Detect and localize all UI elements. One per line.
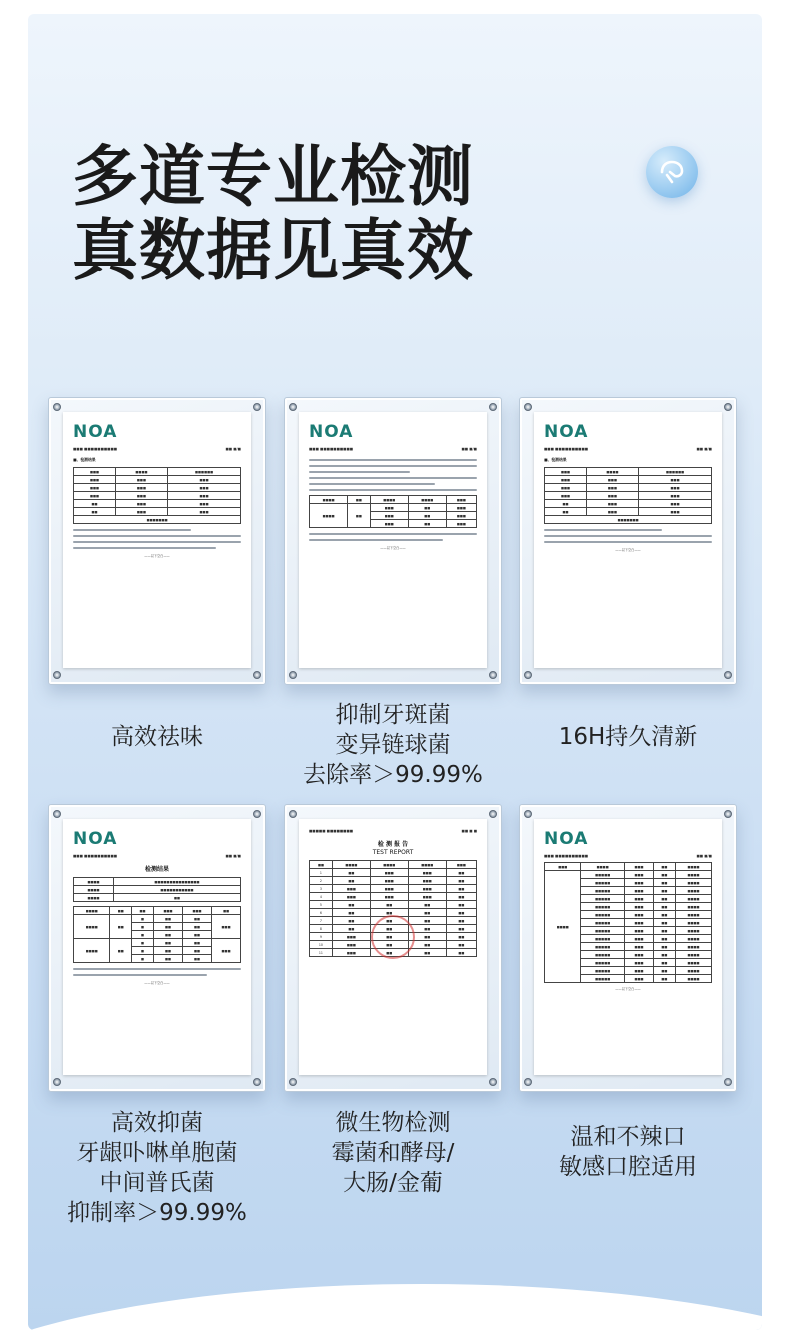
- caption-plaque: 抑制牙斑菌 变异链球菌 去除率＞99.99%: [303, 702, 483, 788]
- caption-deodorize: 高效祛味: [111, 724, 203, 750]
- screw-icon: [289, 403, 297, 411]
- report-document: NOA ■■■ ■■■■■■■■■■ ■■ ■/■ 检测结果 ■■■■ ■■■■■■■■■■■■■■■ ■■■■ ■■■■■■■■■■■ ■■■■ ■■ ■■■■ ■■ ■■ ■■■ ■■■ ■■ ■■■■ ■■ ■ ■■ ■■ ■■■ ■ ■■ ■■ ■ ■■ ■■ ■■■■ ■■ ■ ■■ ■■ ■■■ ■ ■■ ■■ ■ ■■ ■■ ——以下空白——: [63, 819, 251, 1075]
- report-header: 检 测 报 告: [377, 841, 409, 848]
- caption-antibacterial: 高效抑菌 牙龈卟啉单胞菌 中间普氏菌 抑制率＞99.99%: [67, 1110, 247, 1226]
- brand-logo: NOA: [309, 422, 354, 442]
- screw-icon: [289, 1078, 297, 1086]
- report-frame-2: [284, 397, 502, 685]
- red-stamp: [371, 915, 415, 959]
- headline: [72, 140, 474, 288]
- screw-icon: [524, 403, 532, 411]
- screw-icon: [253, 403, 261, 411]
- brand-badge-icon: [646, 146, 698, 198]
- report-header-en: TEST REPORT: [372, 849, 414, 856]
- screw-icon: [489, 1078, 497, 1086]
- caption-microbial: 微生物检测 霉菌和酵母/ 大肠/金葡: [331, 1110, 455, 1196]
- screw-icon: [724, 403, 732, 411]
- screw-icon: [724, 671, 732, 679]
- screw-icon: [489, 403, 497, 411]
- headline-line-1: 多道专业检测: [72, 138, 474, 215]
- screw-icon: [253, 671, 261, 679]
- screw-icon: [289, 671, 297, 679]
- screw-icon: [253, 1078, 261, 1086]
- report-frame-4: [48, 804, 266, 1092]
- brand-logo: NOA: [73, 829, 118, 849]
- caption-gentle: 温和不辣口 敏感口腔适用: [559, 1124, 697, 1180]
- report-document: NOA ■■■ ■■■■■■■■■■ ■■ ■/■ ■、检测结果 ■■■ ■■■■ ■■■■■■ ■■■ ■■■ ■■■ ■■■ ■■■ ■■■ ■■■ ■■■ ■■■ ■■ ■■■ ■■■ ■■ ■■■ ■■■ ■■■■■■■ ——以下空白——: [63, 412, 251, 668]
- screw-icon: [53, 403, 61, 411]
- screw-icon: [53, 671, 61, 679]
- screw-icon: [724, 1078, 732, 1086]
- headline-line-2: 真数据见真效: [72, 212, 474, 289]
- report-frame-1: [48, 397, 266, 685]
- screw-icon: [489, 671, 497, 679]
- report-document: NOA ■■■ ■■■■■■■■■■ ■■ ■/■ ■、检测结果 ■■■ ■■■■ ■■■■■■ ■■■ ■■■ ■■■ ■■■ ■■■ ■■■ ■■■ ■■■ ■■■ ■■ ■■■ ■■■ ■■ ■■■ ■■■ ■■■■■■■ ——以下空白——: [534, 412, 722, 668]
- brand-logo: NOA: [544, 422, 589, 442]
- screw-icon: [524, 671, 532, 679]
- report-document: NOA ■■■ ■■■■■■■■■■ ■■ ■/■ ■■■■ ■■ ■■■■ ■■■■ ■■■ ■■■■ ■■ ■■■ ■■ ■■■ ■■■ ■■ ■■■ ■■■ ■■ ■■■ ——以下空白——: [299, 412, 487, 668]
- brand-logo: NOA: [544, 829, 589, 849]
- report-document: ■■■■■ ■■■■■■■■ ■■ ■ ■ 检 测 报 告 TEST REPORT ■■ ■■■■ ■■■■ ■■■■ ■■■ 1 ■■ ■■■ ■■■ ■■ 2 ■■ ■■■ ■■■ ■■ 3 ■■■ ■■■ ■■■ ■■ 4 ■■■ ■■■ ■■■ ■■ 5 ■■ ■■ ■■ ■■ 6 ■■ ■■ ■■ ■■ 7 ■■ ■■ ■■ ■■ 8 ■■ ■■ ■■ ■■ 9 ■■■ ■■ ■■ ■■ 10 ■■■ ■■ ■■ ■■ 11 ■■■ ■■ ■■ ■■: [299, 819, 487, 1075]
- caption-fresh: 16H持久清新: [558, 724, 698, 750]
- screw-icon: [524, 810, 532, 818]
- report-frame-6: [519, 804, 737, 1092]
- screw-icon: [724, 810, 732, 818]
- screw-icon: [524, 1078, 532, 1086]
- report-document: NOA ■■■ ■■■■■■■■■■ ■■ ■/■ ■■■ ■■■■ ■■■ ■■ ■■■■ ■■■■ ■■■■■ ■■■ ■■ ■■■■ ■■■■■ ■■■ ■■ ■■■■ ■■■■■ ■■■ ■■ ■■■■ ■■■■■ ■■■ ■■ ■■■■ ■■■■■ ■■■ ■■ ■■■■ ■■■■■ ■■■ ■■ ■■■■ ■■■■■ ■■■ ■■ ■■■■ ■■■■■ ■■■ ■■ ■■■■ ■■■■■ ■■■ ■■ ■■■■ ■■■■■ ■■■ ■■ ■■■■ ■■■■■ ■■■ ■■ ■■■■ ■■■■■ ■■■ ■■ ■■■■ ■■■■■ ■■■ ■■ ■■■■ ■■■■■ ■■■ ■■ ■■■■ ——以下空白——: [534, 819, 722, 1075]
- screw-icon: [289, 810, 297, 818]
- screw-icon: [253, 810, 261, 818]
- background-arc: [28, 1284, 762, 1330]
- screw-icon: [53, 810, 61, 818]
- screw-icon: [489, 810, 497, 818]
- report-title: 检测结果: [144, 866, 169, 873]
- report-frame-3: [519, 397, 737, 685]
- report-frame-5: [284, 804, 502, 1092]
- screw-icon: [53, 1078, 61, 1086]
- brand-logo: NOA: [73, 422, 118, 442]
